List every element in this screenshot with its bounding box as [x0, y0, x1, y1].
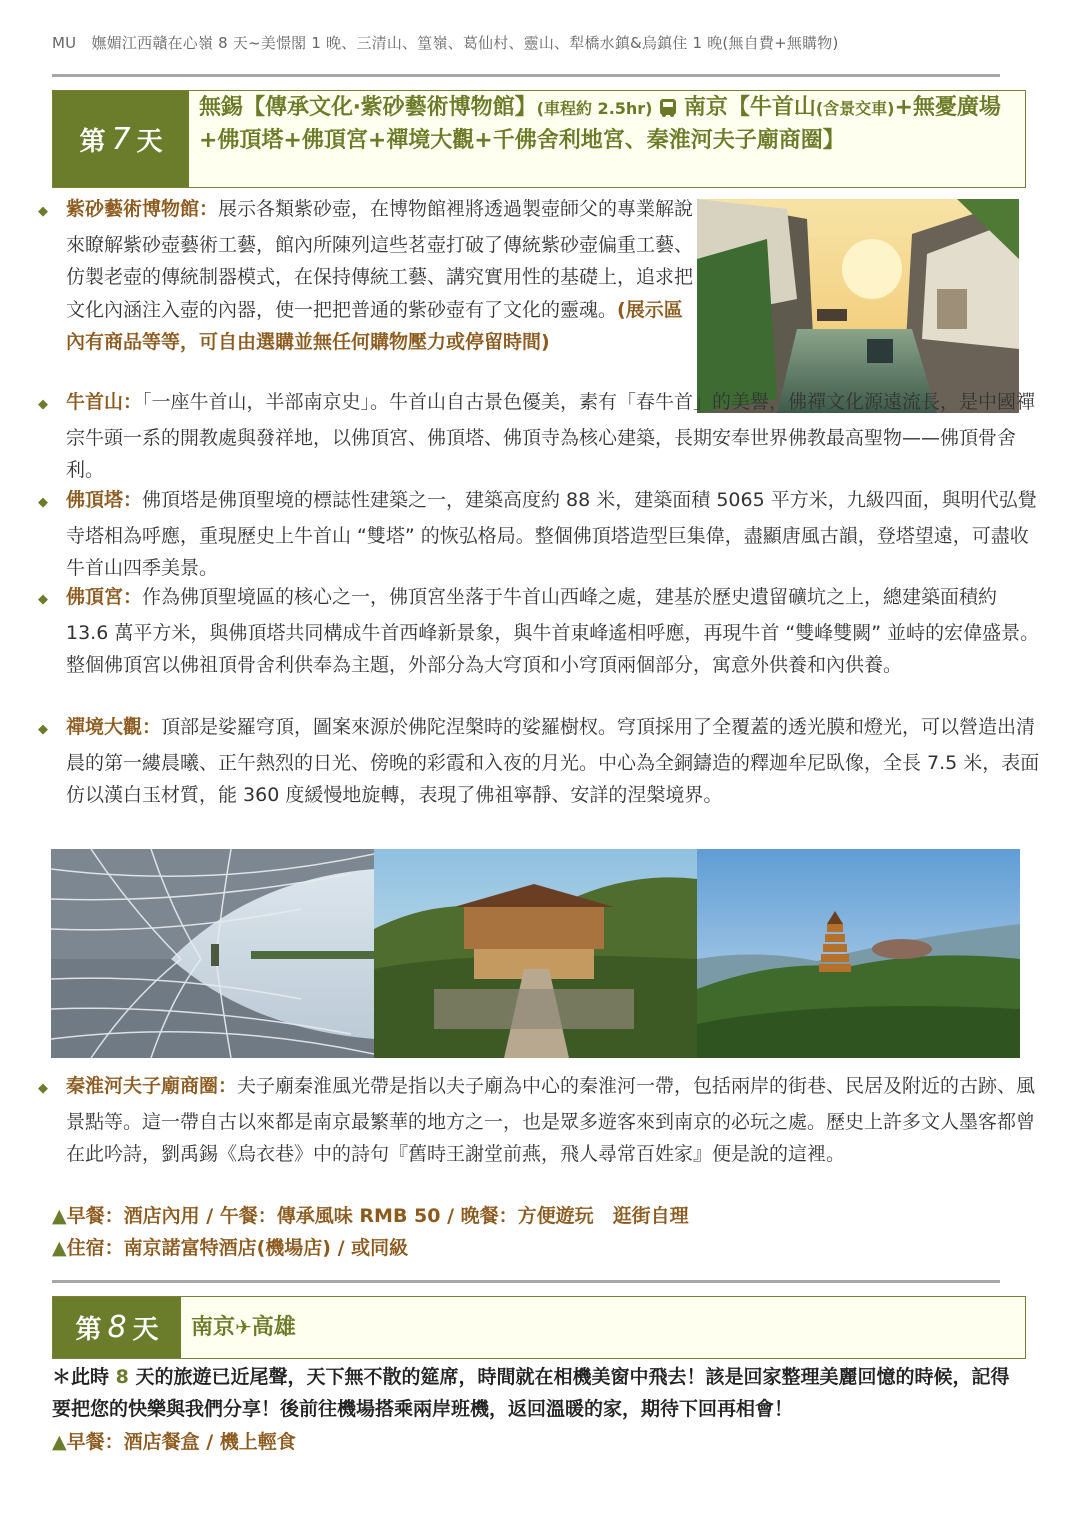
foding-palace-photo: [374, 849, 697, 1058]
day8-title: 南京✈高雄: [191, 1315, 296, 1340]
day7-label: 第 7 天: [53, 91, 189, 187]
diamond-bullet-icon: ◆: [38, 495, 48, 510]
page-header: MU 嫵媚江西贛在心嶺 8 天~美憬閣 1 晚、三清山、篁嶺、葛仙村、靈山、犁橋水鎮&烏鎮住 1 晚(無自費+無購物): [52, 34, 839, 52]
day8-closing-text: ＊此時 8 天的旅遊已近尾聲，天下無不散的筵席，時間就在相機美窗中飛去！該是回家整理美麗回憶的時候，記得要把您的快樂與我們分享！後前往機場搭乘兩岸班機，返回溫暖的家，期待下回再相會！: [52, 1366, 1010, 1420]
triangle-bullet-icon: ▲: [52, 1205, 67, 1227]
divider: [52, 1280, 1000, 1283]
triangle-bullet-icon: ▲: [52, 1431, 67, 1453]
diamond-bullet-icon: ◆: [38, 1081, 48, 1096]
item-chanjing-daguan: ◆ 禪境大觀：頂部是娑羅穹頂，圖案來源於佛陀涅槃時的娑羅樹杈。穹頂採用了全覆蓋的透光膜和燈光，可以營造出清晨的第一縷晨曦、正午熱烈的日光、傍晚的彩霞和入夜的月光。中心為全銅鑄造的釋迦牟尼臥像，全長 7.5 米，表面仿以漢白玉材質，能 360 度緩慢地旋轉，表現了佛祖寧靜、安詳的涅槃境界。: [38, 716, 1040, 806]
day8-header: [52, 1296, 1026, 1359]
bus-icon: [660, 99, 676, 115]
day7-meals: ▲早餐：酒店內用 / 午餐：傳承風味 RMB 50 / 晚餐：方便遊玩 逛街自理: [52, 1205, 689, 1227]
diamond-bullet-icon: ◆: [38, 204, 48, 219]
dome-architecture-photo: [51, 849, 374, 1058]
foding-pagoda-photo: [697, 849, 1020, 1058]
water-town-photo: [697, 199, 1019, 413]
item-niushou-mountain: ◆ 牛首山：「一座牛首山，半部南京史」。牛首山自古景色優美，素有「春牛首」的美譽，佛禪文化源遠流長，是中國禪宗牛頭一系的開教處與發祥地，以佛頂宮、佛頂塔、佛頂寺為核心建築，長期安奉世界佛教最高聖物——佛頂骨舍利。: [38, 391, 1036, 481]
day7-title: 無錫【傳承文化‧紫砂藝術博物館】(車程約 2.5hr) 南京【牛首山(含景交車)+無憂廣場+佛頂塔+佛頂宮+禪境大觀+千佛舍利地宮、秦淮河夫子廟商圈】: [199, 95, 1001, 153]
item-qinhuai-river: ◆ 秦淮河夫子廟商圈：夫子廟秦淮風光帶是指以夫子廟為中心的秦淮河一帶，包括兩岸的街巷、民居及附近的古跡、風景點等。這一帶自古以來都是南京最繁華的地方之一，也是眾多遊客來到南京的必玩之處。歷史上許多文人墨客都曾在此吟詩，劉禹錫《烏衣巷》中的詩句『舊時王謝堂前燕，飛人尋常百姓家』便是說的這裡。: [38, 1075, 1036, 1165]
airplane-icon: ✈: [235, 1315, 252, 1339]
item-foding-palace: ◆ 佛頂宮：作為佛頂聖境區的核心之一，佛頂宮坐落于牛首山西峰之處，建基於歷史遺留礦坑之上，總建築面積約 13.6 萬平方米，與佛頂塔共同構成牛首西峰新景象，與牛首東峰遙相呼應，再現牛首 “雙峰雙闕” 並峙的宏偉盛景。整個佛頂宮以佛祖頂骨舍利供奉為主題，外部分為大穹頂和小穹頂兩個部分，寓意外供養和內供養。: [38, 586, 1040, 676]
day8-meals: ▲早餐：酒店餐盒 / 機上輕食: [52, 1431, 296, 1453]
diamond-bullet-icon: ◆: [38, 722, 48, 737]
item-foding-pagoda: ◆ 佛頂塔：佛頂塔是佛頂聖境的標誌性建築之一，建築高度約 88 米，建築面積 5065 平方米，九級四面，與明代弘覺寺塔相為呼應，重現歷史上牛首山 “雙塔” 的恢弘格局。整個佛頂塔造型巨集偉，盡顯唐風古韻，登塔望遠，可盡收牛首山四季美景。: [38, 489, 1037, 579]
triangle-bullet-icon: ▲: [52, 1237, 67, 1259]
diamond-bullet-icon: ◆: [38, 592, 48, 607]
day7-hotel: ▲住宿：南京諾富特酒店(機場店) / 或同級: [52, 1237, 409, 1259]
day7-header: [52, 90, 1026, 188]
item-zisha-museum: ◆ 紫砂藝術博物館：展示各類紫砂壺，在博物館裡將透過製壺師父的專業解說來瞭解紫砂壺藝術工藝，館內所陳列這些茗壺打破了傳統紫砂壺偏重工藝、仿製老壺的傳統制器模式，在保持傳統工藝、講究實用性的基礎上，追求把文化內涵注入壺的內器，使一把把普通的紫砂壺有了文化的靈魂。(展示區內有商品等等，可自由選購並無任何購物壓力或停留時間): [38, 198, 694, 353]
day8-label: 第 8 天: [53, 1297, 181, 1358]
divider: [52, 74, 1000, 77]
diamond-bullet-icon: ◆: [38, 397, 48, 412]
